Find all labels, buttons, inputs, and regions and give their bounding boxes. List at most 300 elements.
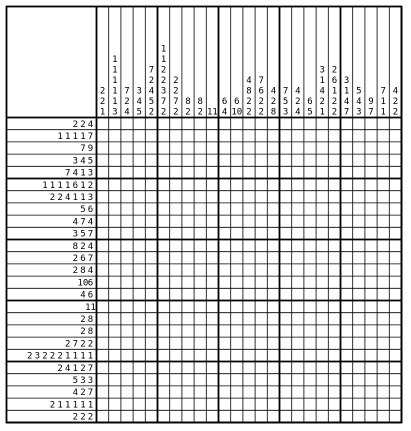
grid-cell[interactable] — [219, 240, 231, 252]
grid-cell[interactable] — [97, 288, 109, 300]
grid-cell[interactable] — [170, 264, 182, 276]
grid-cell[interactable] — [341, 362, 353, 374]
grid-cell[interactable] — [133, 166, 145, 178]
grid-cell[interactable] — [267, 142, 279, 154]
grid-cell[interactable] — [97, 398, 109, 410]
grid-cell[interactable] — [170, 362, 182, 374]
grid-cell[interactable] — [267, 240, 279, 252]
grid-cell[interactable] — [365, 288, 377, 300]
grid-cell[interactable] — [158, 179, 170, 191]
grid-cell[interactable] — [219, 386, 231, 398]
grid-cell[interactable] — [121, 118, 133, 130]
grid-cell[interactable] — [231, 130, 243, 142]
grid-cell[interactable] — [280, 313, 292, 325]
grid-cell[interactable] — [145, 398, 157, 410]
grid-cell[interactable] — [97, 337, 109, 349]
grid-cell[interactable] — [316, 191, 328, 203]
grid-cell[interactable] — [377, 410, 389, 422]
grid-cell[interactable] — [170, 276, 182, 288]
grid-cell[interactable] — [255, 179, 267, 191]
grid-cell[interactable] — [170, 227, 182, 239]
grid-cell[interactable] — [109, 264, 121, 276]
grid-cell[interactable] — [243, 276, 255, 288]
grid-cell[interactable] — [133, 313, 145, 325]
grid-cell[interactable] — [377, 313, 389, 325]
grid-cell[interactable] — [389, 130, 401, 142]
grid-cell[interactable] — [328, 203, 340, 215]
grid-cell[interactable] — [255, 288, 267, 300]
grid-cell[interactable] — [194, 337, 206, 349]
grid-cell[interactable] — [292, 337, 304, 349]
grid-cell[interactable] — [206, 252, 218, 264]
grid-cell[interactable] — [267, 374, 279, 386]
grid-cell[interactable] — [316, 142, 328, 154]
grid-cell[interactable] — [280, 410, 292, 422]
grid-cell[interactable] — [389, 142, 401, 154]
grid-cell[interactable] — [255, 154, 267, 166]
grid-cell[interactable] — [231, 349, 243, 361]
grid-cell[interactable] — [243, 118, 255, 130]
grid-cell[interactable] — [353, 301, 365, 313]
grid-cell[interactable] — [206, 410, 218, 422]
grid-cell[interactable] — [206, 362, 218, 374]
grid-cell[interactable] — [255, 191, 267, 203]
grid-cell[interactable] — [304, 227, 316, 239]
grid-cell[interactable] — [377, 349, 389, 361]
grid-cell[interactable] — [231, 179, 243, 191]
grid-cell[interactable] — [206, 154, 218, 166]
grid-cell[interactable] — [353, 227, 365, 239]
grid-cell[interactable] — [353, 142, 365, 154]
grid-cell[interactable] — [255, 252, 267, 264]
grid-cell[interactable] — [267, 288, 279, 300]
grid-cell[interactable] — [133, 386, 145, 398]
grid-cell[interactable] — [365, 227, 377, 239]
grid-cell[interactable] — [121, 166, 133, 178]
grid-cell[interactable] — [304, 349, 316, 361]
grid-cell[interactable] — [243, 325, 255, 337]
grid-cell[interactable] — [194, 142, 206, 154]
grid-cell[interactable] — [316, 215, 328, 227]
grid-cell[interactable] — [243, 130, 255, 142]
grid-cell[interactable] — [231, 337, 243, 349]
grid-cell[interactable] — [304, 154, 316, 166]
grid-cell[interactable] — [206, 118, 218, 130]
grid-cell[interactable] — [267, 410, 279, 422]
grid-cell[interactable] — [170, 337, 182, 349]
grid-cell[interactable] — [109, 227, 121, 239]
grid-cell[interactable] — [109, 325, 121, 337]
grid-cell[interactable] — [219, 142, 231, 154]
grid-cell[interactable] — [206, 215, 218, 227]
grid-cell[interactable] — [292, 374, 304, 386]
grid-cell[interactable] — [280, 337, 292, 349]
grid-cell[interactable] — [328, 227, 340, 239]
grid-cell[interactable] — [219, 301, 231, 313]
grid-cell[interactable] — [267, 398, 279, 410]
grid-cell[interactable] — [121, 264, 133, 276]
grid-cell[interactable] — [170, 142, 182, 154]
grid-cell[interactable] — [231, 154, 243, 166]
grid-cell[interactable] — [255, 325, 267, 337]
grid-cell[interactable] — [353, 288, 365, 300]
grid-cell[interactable] — [121, 179, 133, 191]
grid-cell[interactable] — [280, 130, 292, 142]
grid-cell[interactable] — [377, 386, 389, 398]
grid-cell[interactable] — [219, 288, 231, 300]
grid-cell[interactable] — [389, 325, 401, 337]
grid-cell[interactable] — [231, 398, 243, 410]
grid-cell[interactable] — [353, 410, 365, 422]
grid-cell[interactable] — [267, 362, 279, 374]
grid-cell[interactable] — [158, 227, 170, 239]
grid-cell[interactable] — [341, 215, 353, 227]
grid-cell[interactable] — [121, 252, 133, 264]
grid-cell[interactable] — [206, 325, 218, 337]
grid-cell[interactable] — [267, 386, 279, 398]
grid-cell[interactable] — [109, 203, 121, 215]
grid-cell[interactable] — [243, 349, 255, 361]
grid-cell[interactable] — [158, 191, 170, 203]
grid-cell[interactable] — [194, 276, 206, 288]
grid-cell[interactable] — [377, 264, 389, 276]
grid-cell[interactable] — [280, 191, 292, 203]
grid-cell[interactable] — [267, 276, 279, 288]
grid-cell[interactable] — [328, 386, 340, 398]
grid-cell[interactable] — [243, 179, 255, 191]
grid-cell[interactable] — [206, 386, 218, 398]
grid-cell[interactable] — [280, 374, 292, 386]
grid-cell[interactable] — [255, 349, 267, 361]
grid-cell[interactable] — [158, 240, 170, 252]
grid-cell[interactable] — [194, 313, 206, 325]
grid-cell[interactable] — [145, 240, 157, 252]
grid-cell[interactable] — [267, 264, 279, 276]
grid-cell[interactable] — [121, 215, 133, 227]
grid-cell[interactable] — [353, 130, 365, 142]
grid-cell[interactable] — [389, 301, 401, 313]
grid-cell[interactable] — [365, 240, 377, 252]
grid-cell[interactable] — [194, 240, 206, 252]
grid-cell[interactable] — [231, 118, 243, 130]
grid-cell[interactable] — [194, 386, 206, 398]
grid-cell[interactable] — [133, 215, 145, 227]
grid-cell[interactable] — [231, 142, 243, 154]
grid-cell[interactable] — [353, 276, 365, 288]
grid-cell[interactable] — [341, 288, 353, 300]
grid-cell[interactable] — [267, 179, 279, 191]
grid-cell[interactable] — [365, 362, 377, 374]
grid-cell[interactable] — [243, 203, 255, 215]
grid-cell[interactable] — [158, 215, 170, 227]
grid-cell[interactable] — [341, 240, 353, 252]
grid-cell[interactable] — [145, 203, 157, 215]
grid-cell[interactable] — [219, 325, 231, 337]
grid-cell[interactable] — [292, 362, 304, 374]
grid-cell[interactable] — [341, 154, 353, 166]
grid-cell[interactable] — [328, 301, 340, 313]
grid-cell[interactable] — [341, 337, 353, 349]
grid-cell[interactable] — [304, 203, 316, 215]
grid-cell[interactable] — [341, 191, 353, 203]
grid-cell[interactable] — [341, 410, 353, 422]
grid-cell[interactable] — [145, 227, 157, 239]
grid-cell[interactable] — [341, 142, 353, 154]
grid-cell[interactable] — [377, 252, 389, 264]
grid-cell[interactable] — [316, 288, 328, 300]
grid-cell[interactable] — [389, 362, 401, 374]
grid-cell[interactable] — [231, 166, 243, 178]
grid-cell[interactable] — [341, 118, 353, 130]
grid-cell[interactable] — [304, 191, 316, 203]
grid-cell[interactable] — [353, 349, 365, 361]
grid-cell[interactable] — [170, 215, 182, 227]
grid-cell[interactable] — [133, 252, 145, 264]
grid-cell[interactable] — [292, 349, 304, 361]
grid-cell[interactable] — [109, 374, 121, 386]
grid-cell[interactable] — [280, 118, 292, 130]
grid-cell[interactable] — [280, 154, 292, 166]
grid-cell[interactable] — [158, 325, 170, 337]
grid-cell[interactable] — [328, 179, 340, 191]
grid-cell[interactable] — [182, 252, 194, 264]
grid-cell[interactable] — [158, 154, 170, 166]
grid-cell[interactable] — [292, 398, 304, 410]
grid-cell[interactable] — [97, 301, 109, 313]
grid-cell[interactable] — [255, 410, 267, 422]
grid-cell[interactable] — [145, 301, 157, 313]
grid-cell[interactable] — [280, 166, 292, 178]
grid-cell[interactable] — [389, 264, 401, 276]
grid-cell[interactable] — [133, 118, 145, 130]
grid-cell[interactable] — [158, 337, 170, 349]
grid-cell[interactable] — [182, 276, 194, 288]
grid-cell[interactable] — [389, 166, 401, 178]
grid-cell[interactable] — [292, 264, 304, 276]
grid-cell[interactable] — [194, 203, 206, 215]
grid-cell[interactable] — [121, 130, 133, 142]
grid-cell[interactable] — [328, 264, 340, 276]
grid-cell[interactable] — [304, 264, 316, 276]
grid-cell[interactable] — [194, 166, 206, 178]
grid-cell[interactable] — [109, 362, 121, 374]
grid-cell[interactable] — [133, 240, 145, 252]
grid-cell[interactable] — [133, 203, 145, 215]
grid-cell[interactable] — [109, 191, 121, 203]
grid-cell[interactable] — [170, 288, 182, 300]
grid-cell[interactable] — [206, 349, 218, 361]
grid-cell[interactable] — [170, 130, 182, 142]
grid-cell[interactable] — [109, 252, 121, 264]
grid-cell[interactable] — [145, 410, 157, 422]
grid-cell[interactable] — [292, 130, 304, 142]
grid-cell[interactable] — [389, 215, 401, 227]
grid-cell[interactable] — [182, 374, 194, 386]
grid-cell[interactable] — [182, 240, 194, 252]
grid-cell[interactable] — [182, 410, 194, 422]
grid-cell[interactable] — [121, 203, 133, 215]
grid-cell[interactable] — [280, 215, 292, 227]
grid-cell[interactable] — [206, 288, 218, 300]
grid-cell[interactable] — [292, 166, 304, 178]
grid-cell[interactable] — [231, 288, 243, 300]
grid-cell[interactable] — [316, 252, 328, 264]
grid-cell[interactable] — [389, 386, 401, 398]
grid-cell[interactable] — [328, 410, 340, 422]
grid-cell[interactable] — [328, 325, 340, 337]
grid-cell[interactable] — [255, 142, 267, 154]
grid-cell[interactable] — [231, 227, 243, 239]
grid-cell[interactable] — [145, 325, 157, 337]
grid-cell[interactable] — [182, 398, 194, 410]
grid-cell[interactable] — [97, 142, 109, 154]
grid-cell[interactable] — [316, 374, 328, 386]
grid-cell[interactable] — [182, 264, 194, 276]
grid-cell[interactable] — [389, 203, 401, 215]
grid-cell[interactable] — [243, 410, 255, 422]
grid-cell[interactable] — [316, 362, 328, 374]
grid-cell[interactable] — [255, 130, 267, 142]
grid-cell[interactable] — [194, 325, 206, 337]
grid-cell[interactable] — [316, 179, 328, 191]
grid-cell[interactable] — [341, 227, 353, 239]
grid-cell[interactable] — [280, 276, 292, 288]
grid-cell[interactable] — [243, 386, 255, 398]
grid-cell[interactable] — [353, 240, 365, 252]
grid-cell[interactable] — [97, 276, 109, 288]
grid-cell[interactable] — [243, 154, 255, 166]
grid-cell[interactable] — [328, 191, 340, 203]
grid-cell[interactable] — [145, 154, 157, 166]
grid-cell[interactable] — [365, 325, 377, 337]
grid-cell[interactable] — [365, 398, 377, 410]
grid-cell[interactable] — [219, 313, 231, 325]
grid-cell[interactable] — [133, 142, 145, 154]
grid-cell[interactable] — [206, 142, 218, 154]
grid-cell[interactable] — [97, 240, 109, 252]
grid-cell[interactable] — [182, 337, 194, 349]
grid-cell[interactable] — [292, 191, 304, 203]
grid-cell[interactable] — [304, 276, 316, 288]
grid-cell[interactable] — [341, 386, 353, 398]
grid-cell[interactable] — [206, 166, 218, 178]
grid-cell[interactable] — [109, 130, 121, 142]
grid-cell[interactable] — [353, 191, 365, 203]
grid-cell[interactable] — [158, 203, 170, 215]
grid-cell[interactable] — [243, 166, 255, 178]
grid-cell[interactable] — [280, 252, 292, 264]
grid-cell[interactable] — [292, 203, 304, 215]
grid-cell[interactable] — [133, 288, 145, 300]
grid-cell[interactable] — [231, 386, 243, 398]
grid-cell[interactable] — [255, 215, 267, 227]
grid-cell[interactable] — [121, 410, 133, 422]
grid-cell[interactable] — [316, 337, 328, 349]
grid-cell[interactable] — [219, 252, 231, 264]
grid-cell[interactable] — [145, 313, 157, 325]
grid-cell[interactable] — [97, 191, 109, 203]
grid-cell[interactable] — [353, 362, 365, 374]
grid-cell[interactable] — [292, 276, 304, 288]
grid-cell[interactable] — [145, 166, 157, 178]
grid-cell[interactable] — [280, 325, 292, 337]
grid-cell[interactable] — [231, 410, 243, 422]
grid-cell[interactable] — [377, 118, 389, 130]
grid-cell[interactable] — [365, 337, 377, 349]
grid-cell[interactable] — [377, 142, 389, 154]
grid-cell[interactable] — [206, 240, 218, 252]
grid-cell[interactable] — [280, 349, 292, 361]
grid-cell[interactable] — [267, 203, 279, 215]
grid-cell[interactable] — [109, 166, 121, 178]
grid-cell[interactable] — [365, 154, 377, 166]
grid-cell[interactable] — [328, 130, 340, 142]
grid-cell[interactable] — [231, 215, 243, 227]
grid-cell[interactable] — [255, 313, 267, 325]
grid-cell[interactable] — [109, 288, 121, 300]
grid-cell[interactable] — [389, 349, 401, 361]
grid-cell[interactable] — [389, 398, 401, 410]
grid-cell[interactable] — [158, 142, 170, 154]
grid-cell[interactable] — [365, 215, 377, 227]
grid-cell[interactable] — [219, 191, 231, 203]
grid-cell[interactable] — [109, 337, 121, 349]
grid-cell[interactable] — [206, 227, 218, 239]
grid-cell[interactable] — [158, 301, 170, 313]
grid-cell[interactable] — [121, 337, 133, 349]
grid-cell[interactable] — [365, 203, 377, 215]
grid-cell[interactable] — [182, 362, 194, 374]
grid-cell[interactable] — [231, 264, 243, 276]
grid-cell[interactable] — [158, 362, 170, 374]
grid-cell[interactable] — [97, 227, 109, 239]
grid-cell[interactable] — [341, 203, 353, 215]
grid-cell[interactable] — [353, 398, 365, 410]
grid-cell[interactable] — [133, 374, 145, 386]
grid-cell[interactable] — [353, 118, 365, 130]
grid-cell[interactable] — [292, 252, 304, 264]
grid-cell[interactable] — [365, 276, 377, 288]
grid-cell[interactable] — [133, 301, 145, 313]
grid-cell[interactable] — [109, 301, 121, 313]
grid-cell[interactable] — [328, 240, 340, 252]
grid-cell[interactable] — [341, 276, 353, 288]
grid-cell[interactable] — [219, 154, 231, 166]
grid-cell[interactable] — [109, 179, 121, 191]
grid-cell[interactable] — [109, 349, 121, 361]
grid-cell[interactable] — [133, 362, 145, 374]
grid-cell[interactable] — [267, 166, 279, 178]
grid-cell[interactable] — [121, 313, 133, 325]
grid-cell[interactable] — [389, 276, 401, 288]
grid-cell[interactable] — [365, 130, 377, 142]
grid-cell[interactable] — [219, 398, 231, 410]
grid-cell[interactable] — [377, 227, 389, 239]
grid-cell[interactable] — [231, 191, 243, 203]
grid-cell[interactable] — [328, 166, 340, 178]
grid-cell[interactable] — [328, 362, 340, 374]
grid-cell[interactable] — [353, 179, 365, 191]
grid-cell[interactable] — [267, 215, 279, 227]
grid-cell[interactable] — [219, 203, 231, 215]
grid-cell[interactable] — [170, 203, 182, 215]
grid-cell[interactable] — [109, 276, 121, 288]
grid-cell[interactable] — [109, 142, 121, 154]
grid-cell[interactable] — [145, 215, 157, 227]
grid-cell[interactable] — [170, 325, 182, 337]
grid-cell[interactable] — [170, 301, 182, 313]
grid-cell[interactable] — [304, 179, 316, 191]
